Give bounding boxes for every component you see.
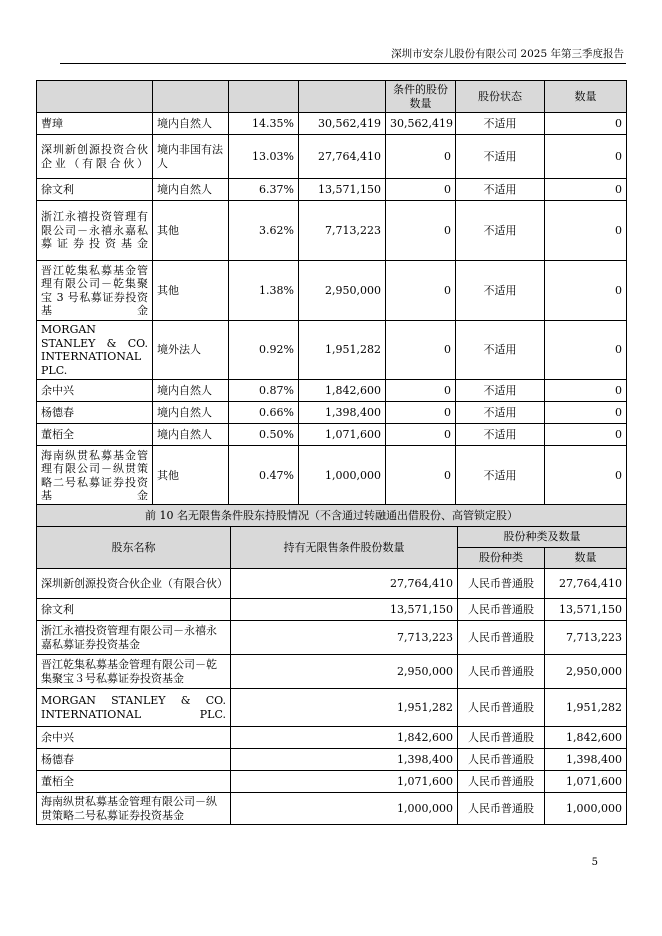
share-type: 人民币普通股 [458, 727, 545, 749]
holding-percent: 3.62% [229, 201, 299, 261]
header-cell-empty [229, 81, 299, 113]
shareholder-name: 深圳新创源投资合伙企业（有限合伙） [37, 569, 231, 599]
table-row [37, 179, 627, 201]
status-quantity: 0 [545, 402, 627, 424]
shareholder-name: 徐文利 [37, 599, 231, 621]
holding-shares: 1,071,600 [299, 424, 386, 446]
restricted-shares: 0 [386, 179, 456, 201]
holding-shares: 1,951,282 [299, 321, 386, 380]
section-title-row [37, 505, 627, 527]
table-row [37, 201, 627, 261]
share-quantity: 1,398,400 [545, 749, 627, 771]
report-header-title: 深圳市安奈儿股份有限公司 2025 年第三季度报告 [391, 48, 624, 60]
table-row [37, 689, 627, 727]
shareholder-name: 董栢全 [37, 424, 153, 446]
table-header-row [37, 81, 627, 113]
shareholder-name: 浙江永禧投资管理有限公司－永禧永嘉私募证券投资基金 [37, 201, 153, 261]
shareholder-name: 余中兴 [37, 380, 153, 402]
shareholder-name: 晋江乾集私募基金管理有限公司－乾集聚宝 3 号私募证券投资基金 [37, 261, 153, 321]
shareholder-nature: 其他 [153, 261, 229, 321]
holding-percent: 13.03% [229, 135, 299, 179]
unrestricted-shares: 2,950,000 [231, 655, 458, 689]
restricted-shares: 0 [386, 380, 456, 402]
share-quantity: 7,713,223 [545, 621, 627, 655]
shareholder-name: 海南纵贯私募基金管理有限公司－纵贯策略二号私募证券投资基金 [37, 446, 153, 506]
header-cell-empty [153, 81, 229, 113]
status-quantity: 0 [545, 179, 627, 201]
shareholder-nature: 其他 [153, 201, 229, 261]
unrestricted-shares: 1,398,400 [231, 749, 458, 771]
table-row [37, 793, 627, 825]
holding-percent: 1.38% [229, 261, 299, 321]
unrestricted-shares: 27,764,410 [231, 569, 458, 599]
shareholder-name: 董栢全 [37, 771, 231, 793]
share-type: 人民币普通股 [458, 621, 545, 655]
shareholder-name: 浙江永禧投资管理有限公司－永禧永嘉私募证券投资基金 [37, 621, 231, 655]
share-status: 不适用 [456, 261, 545, 321]
section-title: 前 10 名无限售条件股东持股情况（不含通过转融通出借股份、高管锁定股） [37, 505, 627, 527]
holding-shares: 27,764,410 [299, 135, 386, 179]
unrestricted-shares: 1,000,000 [231, 793, 458, 825]
holding-shares: 1,398,400 [299, 402, 386, 424]
unrestricted-shares: 1,071,600 [231, 771, 458, 793]
shareholder-name: 曹璋 [37, 113, 153, 135]
restricted-shares: 0 [386, 446, 456, 506]
header-quantity: 数量 [545, 548, 627, 569]
share-type: 人民币普通股 [458, 569, 545, 599]
status-quantity: 0 [545, 446, 627, 506]
unrestricted-shares: 13,571,150 [231, 599, 458, 621]
table-row [37, 380, 627, 402]
status-quantity: 0 [545, 261, 627, 321]
table-row [37, 446, 627, 506]
shareholder-nature: 境内自然人 [153, 380, 229, 402]
share-quantity: 1,951,282 [545, 689, 627, 727]
top-shareholders-table [36, 80, 627, 506]
header-share-status: 股份状态 [456, 81, 545, 113]
header-restricted-shares: 条件的股份数量 [386, 81, 456, 113]
unrestricted-shareholders-table [36, 504, 627, 825]
restricted-shares: 0 [386, 424, 456, 446]
share-status: 不适用 [456, 321, 545, 380]
shareholder-name: 徐文利 [37, 179, 153, 201]
table-row [37, 771, 627, 793]
header-quantity: 数量 [545, 81, 627, 113]
share-type: 人民币普通股 [458, 749, 545, 771]
shareholder-name: 杨德春 [37, 402, 153, 424]
holding-shares: 7,713,223 [299, 201, 386, 261]
share-type: 人民币普通股 [458, 689, 545, 727]
holding-percent: 0.87% [229, 380, 299, 402]
shareholder-nature: 其他 [153, 446, 229, 506]
shareholder-nature: 境内自然人 [153, 179, 229, 201]
header-cell-empty [37, 81, 153, 113]
status-quantity: 0 [545, 321, 627, 380]
table-row [37, 599, 627, 621]
restricted-shares: 0 [386, 261, 456, 321]
share-status: 不适用 [456, 402, 545, 424]
share-status: 不适用 [456, 179, 545, 201]
share-status: 不适用 [456, 424, 545, 446]
header-share-type-group: 股份种类及数量 [458, 527, 627, 548]
holding-shares: 1,000,000 [299, 446, 386, 506]
share-type: 人民币普通股 [458, 655, 545, 689]
unrestricted-shares: 7,713,223 [231, 621, 458, 655]
restricted-shares: 30,562,419 [386, 113, 456, 135]
holding-percent: 0.47% [229, 446, 299, 506]
table-row [37, 749, 627, 771]
holding-shares: 2,950,000 [299, 261, 386, 321]
shareholder-name: 杨德春 [37, 749, 231, 771]
header-shareholder-name: 股东名称 [37, 527, 231, 569]
header-share-type: 股份种类 [458, 548, 545, 569]
table-row [37, 569, 627, 599]
header-cell-empty [299, 81, 386, 113]
share-type: 人民币普通股 [458, 771, 545, 793]
table-header-row [37, 527, 627, 548]
status-quantity: 0 [545, 380, 627, 402]
table-row [37, 321, 627, 380]
share-type: 人民币普通股 [458, 599, 545, 621]
share-quantity: 27,764,410 [545, 569, 627, 599]
table-row [37, 402, 627, 424]
share-status: 不适用 [456, 135, 545, 179]
shareholder-nature: 境内自然人 [153, 424, 229, 446]
header-divider [60, 63, 626, 64]
shareholder-name: 余中兴 [37, 727, 231, 749]
share-status: 不适用 [456, 113, 545, 135]
share-status: 不适用 [456, 201, 545, 261]
share-type: 人民币普通股 [458, 793, 545, 825]
shareholder-nature: 境外法人 [153, 321, 229, 380]
table-row [37, 135, 627, 179]
header-unrestricted-shares: 持有无限售条件股份数量 [231, 527, 458, 569]
shareholder-name: 深圳新创源投资合伙企业（有限合伙） [37, 135, 153, 179]
holding-percent: 14.35% [229, 113, 299, 135]
unrestricted-shares: 1,951,282 [231, 689, 458, 727]
table-row [37, 621, 627, 655]
page-number: 5 [591, 857, 598, 868]
share-status: 不适用 [456, 446, 545, 506]
status-quantity: 0 [545, 113, 627, 135]
table-row [37, 727, 627, 749]
table-row [37, 261, 627, 321]
status-quantity: 0 [545, 201, 627, 261]
holding-shares: 1,842,600 [299, 380, 386, 402]
restricted-shares: 0 [386, 201, 456, 261]
shareholder-name: 晋江乾集私募基金管理有限公司－乾集聚宝３号私募证券投资基金 [37, 655, 231, 689]
restricted-shares: 0 [386, 135, 456, 179]
status-quantity: 0 [545, 135, 627, 179]
table-row [37, 655, 627, 689]
share-quantity: 1,071,600 [545, 771, 627, 793]
restricted-shares: 0 [386, 321, 456, 380]
table-row [37, 424, 627, 446]
shareholder-nature: 境内自然人 [153, 402, 229, 424]
status-quantity: 0 [545, 424, 627, 446]
share-quantity: 1,000,000 [545, 793, 627, 825]
shareholder-name: MORGAN STANLEY & CO. INTERNATIONAL PLC. [37, 689, 231, 727]
holding-shares: 30,562,419 [299, 113, 386, 135]
shareholder-name: MORGAN STANLEY & CO. INTERNATIONAL PLC. [37, 321, 153, 380]
table-row [37, 113, 627, 135]
holding-shares: 13,571,150 [299, 179, 386, 201]
unrestricted-shares: 1,842,600 [231, 727, 458, 749]
shareholder-nature: 境内自然人 [153, 113, 229, 135]
holding-percent: 0.92% [229, 321, 299, 380]
shareholder-nature: 境内非国有法人 [153, 135, 229, 179]
holding-percent: 0.66% [229, 402, 299, 424]
share-quantity: 1,842,600 [545, 727, 627, 749]
holding-percent: 6.37% [229, 179, 299, 201]
shareholder-name: 海南纵贯私募基金管理有限公司－纵贯策略二号私募证券投资基金 [37, 793, 231, 825]
restricted-shares: 0 [386, 402, 456, 424]
share-quantity: 13,571,150 [545, 599, 627, 621]
share-status: 不适用 [456, 380, 545, 402]
holding-percent: 0.50% [229, 424, 299, 446]
share-quantity: 2,950,000 [545, 655, 627, 689]
